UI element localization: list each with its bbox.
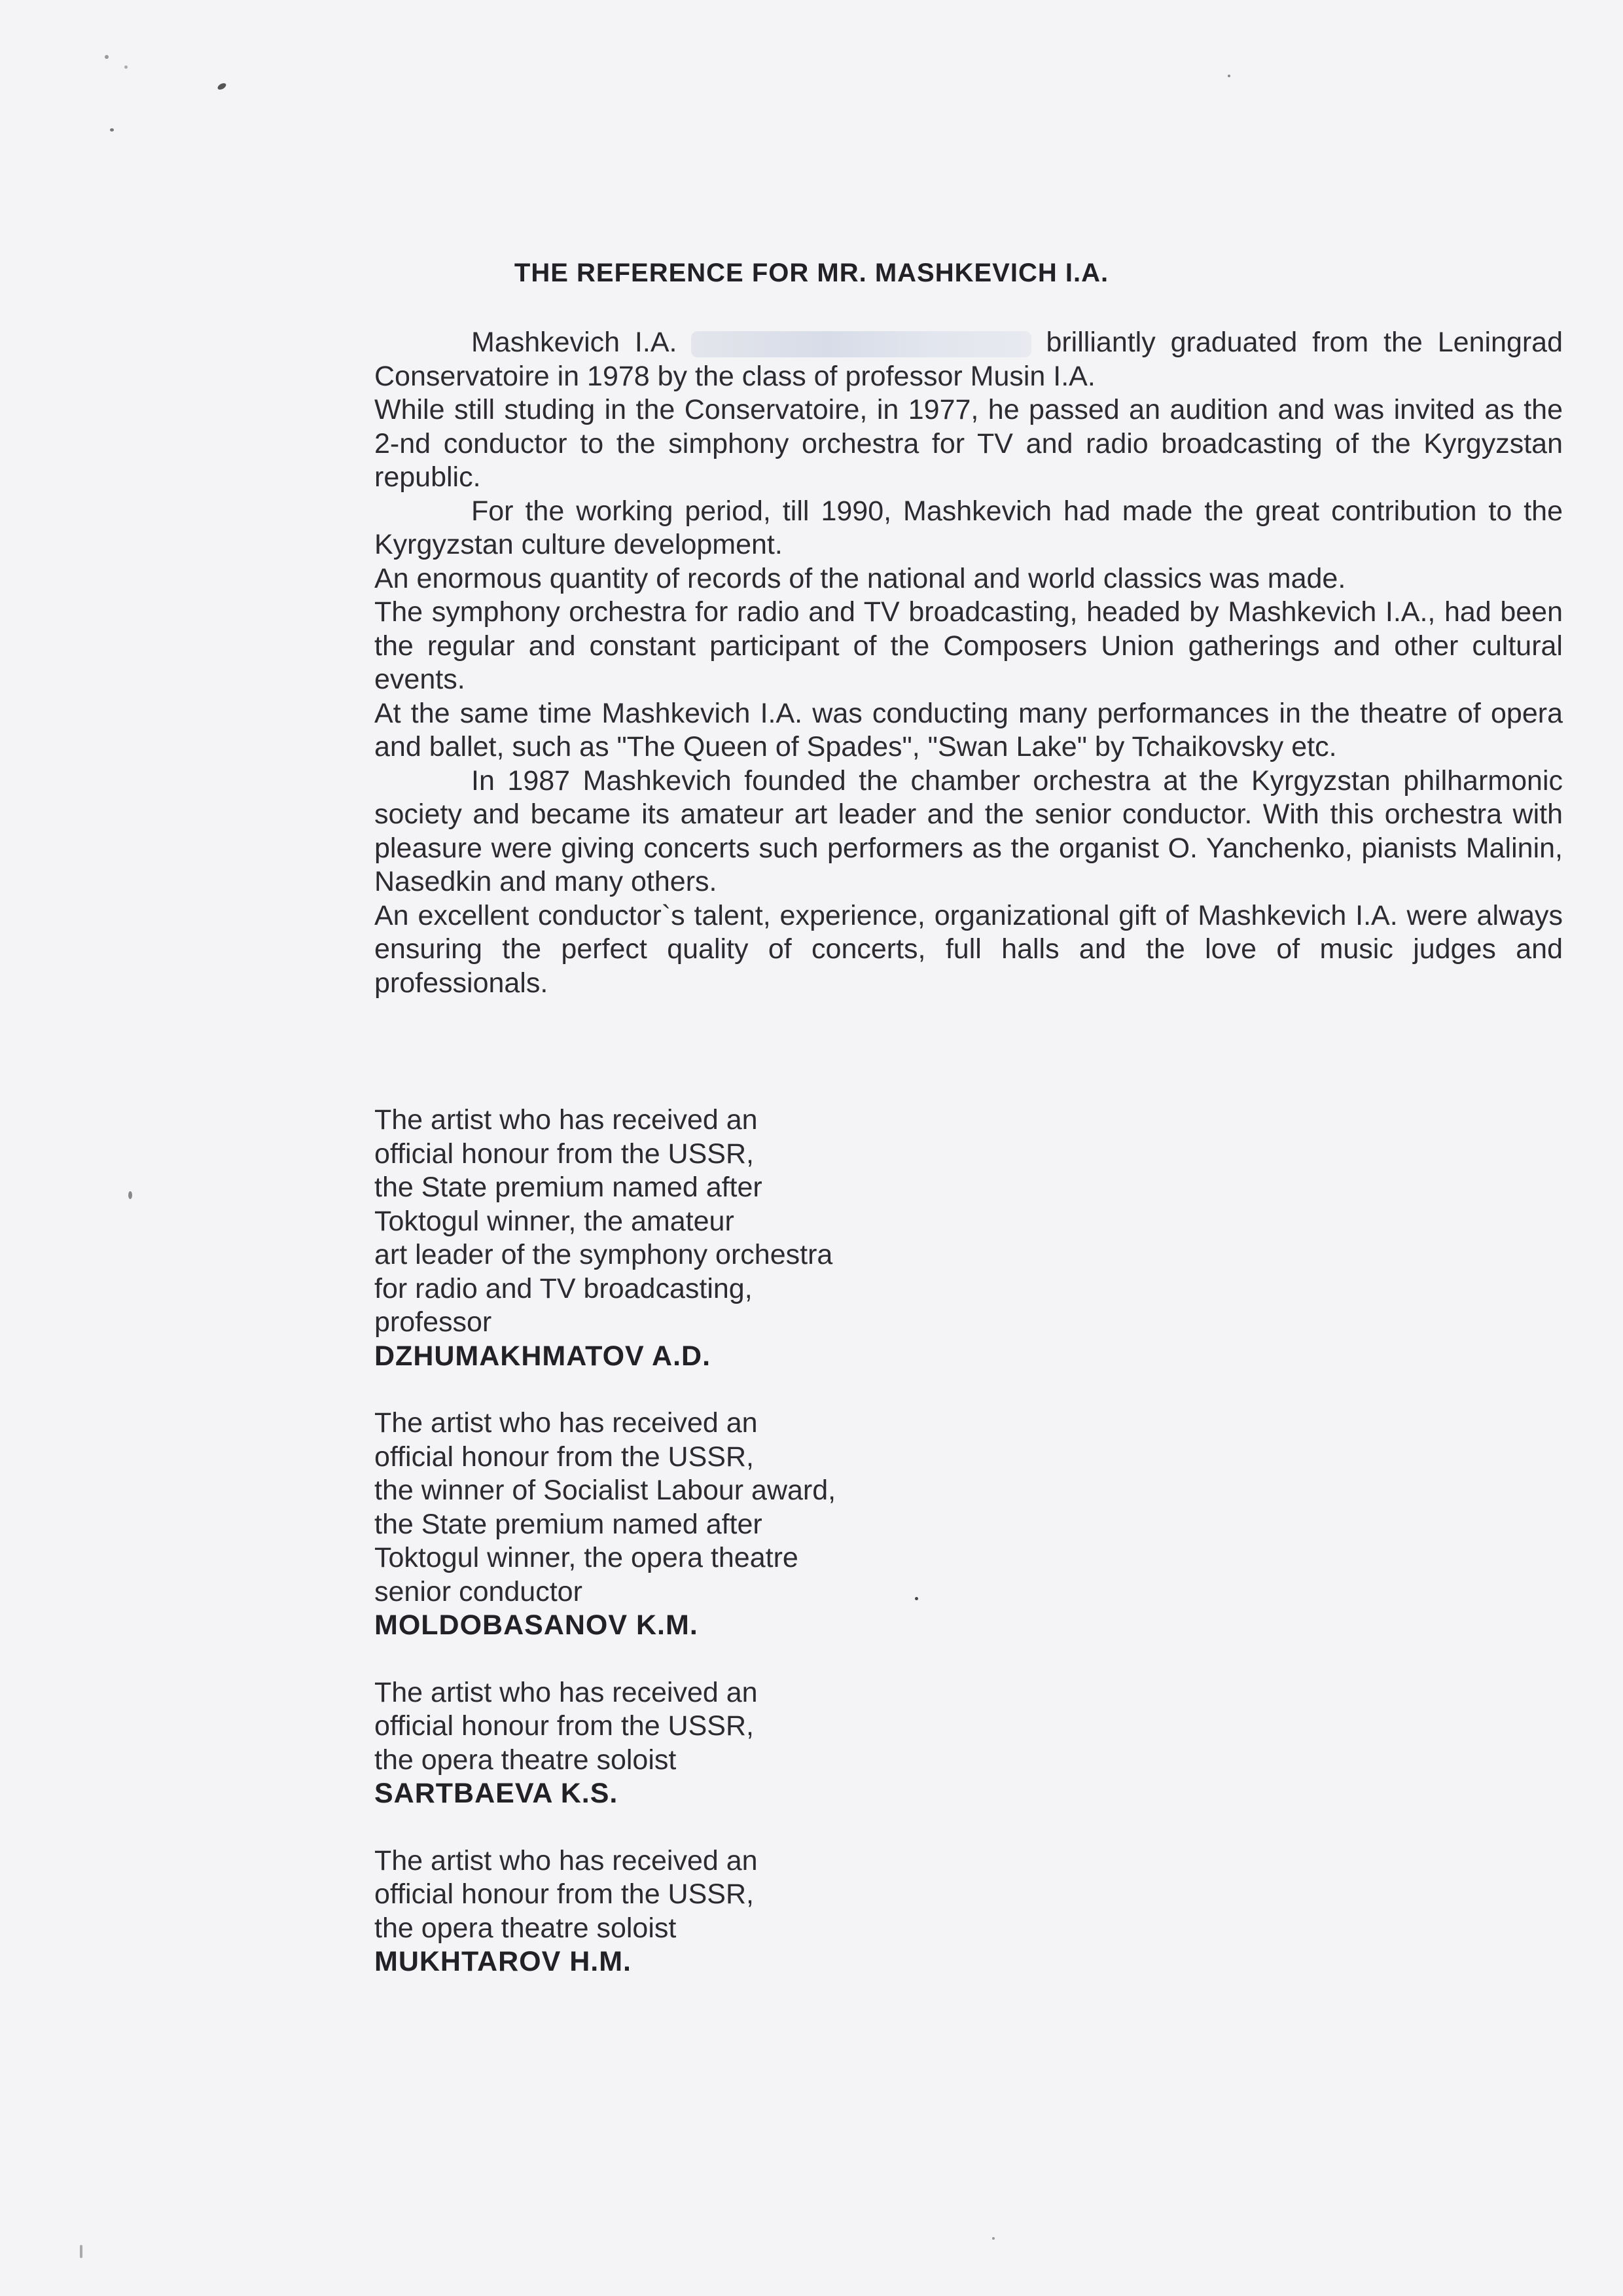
paragraph-3: For the working period, till 1990, Mashkevich had made the great contribution to the Kyrgyzstan culture development. — [374, 495, 1563, 560]
signature-line: the opera theatre soloist — [374, 1912, 677, 1944]
paragraph-7: In 1987 Mashkevich founded the chamber orchestra at the Kyrgyzstan philharmonic society and became its amateur art leader and the senior conductor. With this orchestra with pleasure were giving concerts such performers as the organist O. Yanchenko, pianists Malinin, Nasedkin and many others. — [374, 764, 1563, 897]
redaction-mark — [691, 331, 1031, 357]
paragraph-2: While still studing in the Conservatoire, in 1977, he passed an audition and was invited as the 2-nd conductor to the simphony orchestra for TV and radio broadcasting of the Kyrgyzstan republic. — [374, 394, 1563, 493]
paragraph-1-end: brilliantly graduated from the Leningrad Conservatoire in 1978 by the class of professor Musin I.A. — [374, 327, 1563, 392]
scan-speck — [915, 1597, 918, 1600]
signature-line: The artist who has received an — [374, 1104, 758, 1136]
signature-line: art leader of the symphony orchestra — [374, 1239, 833, 1270]
signature-line: the State premium named after — [374, 1508, 762, 1540]
signature-line: senior conductor — [374, 1575, 582, 1607]
scan-speck — [80, 2245, 82, 2258]
document-title: THE REFERENCE FOR MR. MASHKEVICH I.A. — [514, 259, 1109, 287]
signature-block-moldobasanov — [374, 1407, 963, 1643]
scan-speck — [128, 1191, 132, 1199]
signature-line: Toktogul winner, the amateur — [374, 1205, 734, 1237]
signatory-name: SARTBAEVA K.S. — [374, 1778, 618, 1809]
scan-speck — [992, 2237, 995, 2240]
signature-line: the State premium named after — [374, 1172, 762, 1203]
signature-line: professor — [374, 1306, 492, 1338]
paragraph-6: At the same time Mashkevich I.A. was conducting many performances in the theatre of opera and ballet, such as "The Queen of Spades", "Swan Lake" by Tchaikovsky etc. — [374, 697, 1563, 762]
paragraph-8: An excellent conductor`s talent, experience, organizational gift of Mashkevich I.A. were always ensuring the perfect quality of concerts, full halls and the love of music judges and professionals. — [374, 899, 1563, 999]
signature-line: for radio and TV broadcasting, — [374, 1272, 753, 1304]
paragraph-5: The symphony orchestra for radio and TV broadcasting, headed by Mashkevich I.A., had been the regular and constant participant of the Composers Union gatherings and other cultural events. — [374, 596, 1563, 695]
paragraph-1-start: Mashkevich I.A. — [471, 327, 677, 358]
scan-speck — [110, 128, 114, 132]
signature-block-sartbaeva — [374, 1676, 963, 1811]
signature-line: official honour from the USSR, — [374, 1878, 754, 1910]
signatory-name: MOLDOBASANOV K.M. — [374, 1609, 698, 1641]
scan-speck — [217, 82, 227, 91]
signature-line: the opera theatre soloist — [374, 1744, 677, 1776]
reference-body — [374, 326, 1563, 1000]
signature-line: The artist who has received an — [374, 1407, 758, 1439]
signatory-name: DZHUMAKHMATOV A.D. — [374, 1340, 711, 1372]
signature-line: official honour from the USSR, — [374, 1441, 754, 1473]
signatory-name: MUKHTAROV H.M. — [374, 1946, 632, 1977]
signature-line: The artist who has received an — [374, 1844, 758, 1876]
signature-block-dzhumakhmatov — [374, 1103, 963, 1373]
signature-block-mukhtarov — [374, 1844, 963, 1979]
paragraph-4: An enormous quantity of records of the national and world classics was made. — [374, 562, 1346, 594]
scan-speck — [1228, 75, 1230, 77]
signature-line: Toktogul winner, the opera theatre — [374, 1542, 798, 1573]
scan-speck — [105, 55, 109, 59]
signature-line: The artist who has received an — [374, 1676, 758, 1708]
signature-line: the winner of Socialist Labour award, — [374, 1475, 836, 1506]
signature-line: official honour from the USSR, — [374, 1710, 754, 1742]
signature-list — [374, 1103, 963, 2013]
paragraph-1 — [374, 326, 1563, 393]
signature-line: official honour from the USSR, — [374, 1138, 754, 1170]
scan-speck — [124, 65, 128, 69]
